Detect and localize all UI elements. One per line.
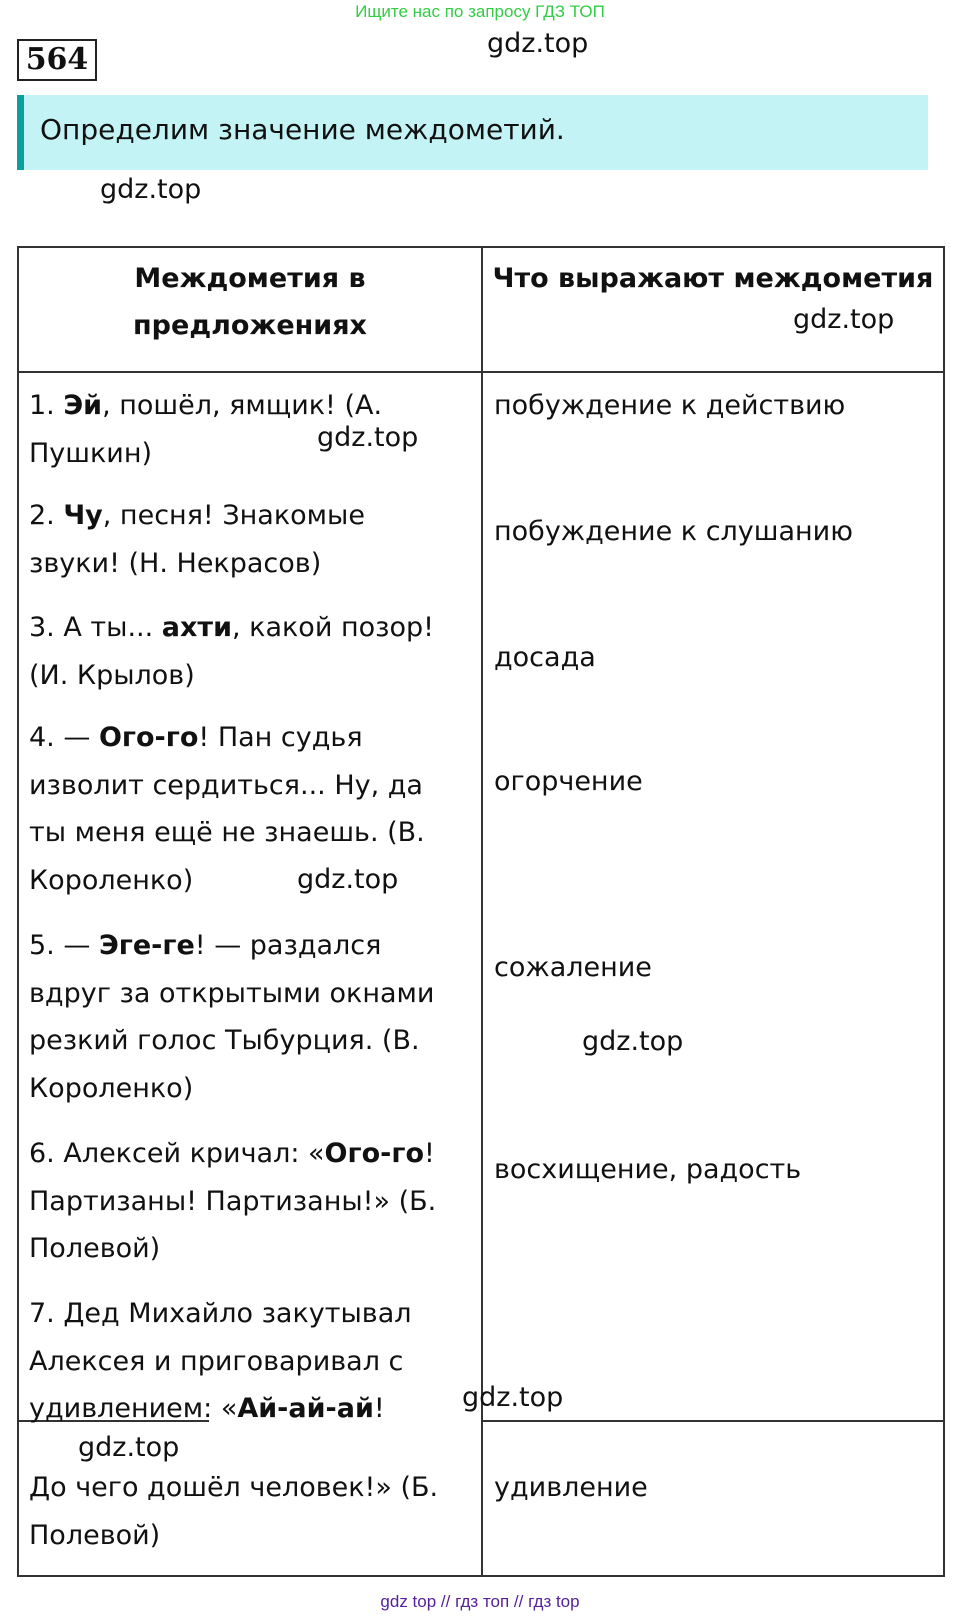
sentence-text: ! — раздался [194,930,382,961]
sentence-line [29,652,434,700]
header-line: Междометия в [134,263,366,294]
sentence-line [29,540,365,588]
sentence-text: ! [373,1393,385,1424]
sentence-line [29,922,434,970]
sentence-text: изволит сердиться... Ну, да [29,769,423,801]
sentence-text: , пошёл, ямщик! (А. [102,390,383,421]
sentence-line [29,492,365,540]
watermark: gdz.top [582,1026,684,1057]
watermark: gdz.top [100,174,202,205]
column-divider [481,248,483,1575]
sentence-text: резкий голос Тыбурция. (В. [29,1025,420,1056]
sentence-text: вдруг за открытыми окнами [29,977,435,1009]
sentence-text: , песня! Знакомые [102,500,365,531]
sentence-text: Короленко) [29,864,194,896]
sentence-line [29,604,434,652]
header-meaning [481,255,945,302]
sentence-text: ! [424,1138,435,1169]
search-hint-banner: Ищите нас по запросу ГДЗ ТОП [355,2,605,21]
sentence-line [29,762,425,810]
sentence-line [29,1017,434,1065]
sentence-text: 6. Алексей кричал: « [29,1138,325,1169]
interjection-sentence [29,492,365,587]
sentence-line [29,809,425,857]
header-line: предложениях [133,310,367,341]
exercise-number: 564 [17,39,97,81]
sentence-line [29,1065,434,1113]
sentence-line [29,1385,412,1433]
interjection-table [17,246,945,1577]
header-divider [19,371,943,373]
interjection-sentence [29,1290,412,1433]
interjection-meaning: огорчение [494,766,643,797]
sentence-line [29,970,434,1018]
sentence-text: Полевой) [29,1233,161,1264]
sentence-text: 3. А ты... [29,612,162,643]
sentence-text: До чего дошёл человек!» (Б. [29,1472,439,1503]
interjection-sentence [29,1130,436,1273]
interjection-sentence [29,1464,438,1559]
sentence-text: 7. Дед Михайло закутывал [29,1298,412,1329]
sentence-line [29,714,425,762]
watermark: gdz.top [487,28,589,59]
watermark: gdz.top [462,1382,564,1413]
row-divider [481,1420,943,1422]
header-line: Что выражают междометия [492,263,934,294]
watermark: gdz.top [317,422,419,453]
watermark: gdz.top [297,864,399,895]
task-callout [17,95,928,170]
watermark: gdz.top [793,304,895,335]
sentence-line [29,1464,438,1512]
interjection-sentence [29,604,434,699]
sentence-line [29,1130,436,1178]
sentence-text: звуки! (Н. Некрасов) [29,547,322,579]
sentence-text: Партизаны! Партизаны!» (Б. [29,1185,437,1217]
header-interjections [19,255,481,349]
sentence-text: Пушкин) [29,437,153,469]
sentence-text: 2. [29,500,64,531]
interjection: ахти [161,612,232,643]
sentence-text: (И. Крылов) [29,659,195,691]
interjection-meaning: досада [494,642,596,673]
sentence-line [29,1225,436,1273]
sentence-text: удивлением: « [29,1393,238,1424]
interjection: Эге-ге [98,930,195,961]
interjection: Ай-ай-ай [237,1393,374,1424]
watermark: gdz.top [78,1432,180,1463]
interjection: Ого-го [98,722,199,753]
interjection-meaning: побуждение к действию [494,390,846,421]
interjection: Чу [63,500,103,531]
interjection-meaning: сожаление [494,952,652,983]
interjection: Эй [63,390,103,421]
footer-links: gdz top // гдз топ // гдз top [380,1592,580,1611]
interjection-meaning: удивление [494,1472,648,1503]
sentence-text: 4. — [29,722,99,753]
sentence-text: Алексея и приговаривал с [29,1345,404,1377]
sentence-text: Полевой) [29,1519,161,1551]
sentence-line [29,1512,438,1560]
sentence-text: Короленко) [29,1072,194,1104]
sentence-line [29,1290,412,1338]
sentence-text: 5. — [29,930,99,961]
interjection-sentence [29,922,434,1112]
interjection-meaning: побуждение к слушанию [494,516,853,547]
interjection: Ого-го [324,1138,425,1169]
sentence-line [29,1338,412,1386]
sentence-text: 1. [29,390,64,421]
task-text: Определим значение междометий. [40,113,565,146]
sentence-text: , какой позор! [231,612,434,643]
sentence-line [29,1178,436,1226]
sentence-text: ты меня ещё не знаешь. (В. [29,817,425,848]
sentence-text: ! Пан судья [198,722,363,753]
interjection-meaning: восхищение, радость [494,1154,802,1185]
